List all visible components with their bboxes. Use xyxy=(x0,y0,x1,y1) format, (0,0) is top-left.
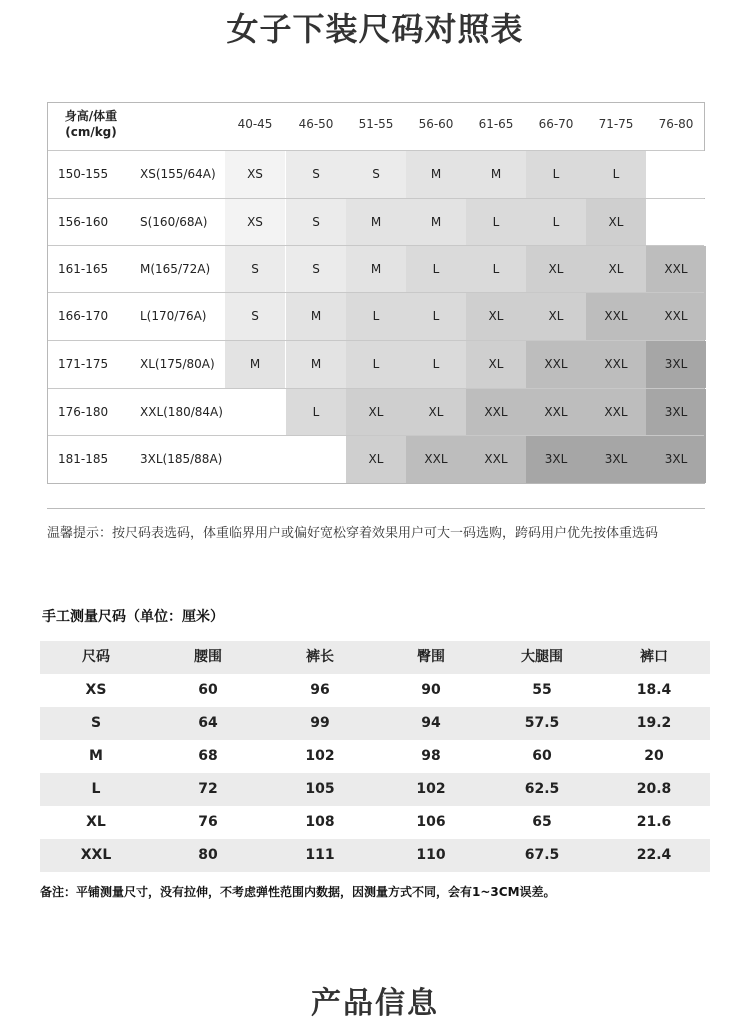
measure-cell: 90 xyxy=(421,682,441,698)
size-cell: XS xyxy=(225,199,285,246)
measure-cell: 19.2 xyxy=(636,715,672,731)
size-cell: XXL xyxy=(526,341,586,388)
measure-row xyxy=(40,740,710,773)
height-range: 161-165 xyxy=(58,262,109,276)
measure-cell: 80 xyxy=(198,847,218,863)
size-cell: 3XL xyxy=(646,389,706,436)
weight-range-header: 40-45 xyxy=(237,117,273,131)
size-cell: XXL xyxy=(586,389,646,436)
size-cell xyxy=(286,436,346,483)
measure-cell: 94 xyxy=(421,715,441,731)
page-title: 女子下装尺码对照表 xyxy=(226,10,524,48)
size-label: XL(175/80A) xyxy=(140,357,215,371)
size-cell: XL xyxy=(346,436,406,483)
size-cell: S xyxy=(286,151,346,198)
size-cell: XXL xyxy=(646,293,706,340)
header-label-line1: 身高/体重 xyxy=(64,109,118,123)
size-cell: L xyxy=(406,341,466,388)
size-cell: XL xyxy=(526,293,586,340)
height-range: 181-185 xyxy=(58,452,109,466)
size-cell: L xyxy=(346,293,406,340)
weight-range-header: 66-70 xyxy=(538,117,574,131)
size-cell: L xyxy=(586,151,646,198)
measure-cell: 64 xyxy=(198,715,218,731)
measure-cell: 111 xyxy=(305,847,335,863)
size-label: M(165/72A) xyxy=(140,262,211,276)
size-cell: S xyxy=(225,246,285,293)
size-cell: XL xyxy=(346,389,406,436)
measure-cell: 57.5 xyxy=(524,715,560,731)
height-range: 176-180 xyxy=(58,405,109,419)
size-cell: 3XL xyxy=(526,436,586,483)
height-range: 156-160 xyxy=(58,215,109,229)
size-cell: L xyxy=(466,246,526,293)
measure-cell: S xyxy=(90,715,102,731)
size-cell: 3XL xyxy=(586,436,646,483)
size-cell: XXL xyxy=(466,389,526,436)
measure-cell: 62.5 xyxy=(524,781,560,797)
size-cell: L xyxy=(466,199,526,246)
size-cell: L xyxy=(406,293,466,340)
size-cell: M xyxy=(346,246,406,293)
size-cell: XXL xyxy=(466,436,526,483)
measure-cell: 102 xyxy=(305,748,335,764)
measure-cell: 20 xyxy=(644,748,664,764)
size-cell: 3XL xyxy=(646,341,706,388)
size-cell: M xyxy=(346,199,406,246)
size-cell: S xyxy=(286,246,346,293)
size-cell: L xyxy=(526,151,586,198)
measure-cell: XL xyxy=(86,814,106,830)
size-cell: M xyxy=(286,341,346,388)
size-label: S(160/68A) xyxy=(140,215,208,229)
size-cell: M xyxy=(286,293,346,340)
measure-cell: 108 xyxy=(305,814,335,830)
size-cell: XL xyxy=(586,199,646,246)
product-info-title: 产品信息 xyxy=(311,986,439,1021)
measure-row xyxy=(40,806,710,839)
measure-row xyxy=(40,773,710,806)
measure-cell: 22.4 xyxy=(636,847,672,863)
size-cell: L xyxy=(526,199,586,246)
measure-row xyxy=(40,839,710,872)
measure-cell: 65 xyxy=(532,814,552,830)
measure-cell: M xyxy=(89,748,103,764)
size-cell: M xyxy=(406,199,466,246)
measure-cell: XS xyxy=(85,682,107,698)
size-label: L(170/76A) xyxy=(140,309,207,323)
measure-header-cell: 裤口 xyxy=(640,649,668,665)
size-cell: XL xyxy=(526,246,586,293)
weight-range-header: 71-75 xyxy=(598,117,634,131)
measure-cell: 60 xyxy=(532,748,552,764)
size-cell xyxy=(646,151,706,198)
size-label: XXL(180/84A) xyxy=(140,405,223,419)
measure-cell: 20.8 xyxy=(636,781,672,797)
size-chart xyxy=(47,102,705,484)
measure-cell: 18.4 xyxy=(636,682,672,698)
size-cell: L xyxy=(346,341,406,388)
size-cell xyxy=(225,436,285,483)
size-cell: XL xyxy=(466,293,526,340)
size-cell: L xyxy=(406,246,466,293)
height-range: 166-170 xyxy=(58,309,109,323)
size-cell: M xyxy=(406,151,466,198)
measure-cell: 76 xyxy=(198,814,218,830)
measure-header-cell: 臀围 xyxy=(417,649,445,665)
size-cell: XL xyxy=(466,341,526,388)
weight-range-header: 56-60 xyxy=(418,117,454,131)
weight-range-header: 51-55 xyxy=(358,117,394,131)
measure-cell: 55 xyxy=(532,682,552,698)
measure-cell: 68 xyxy=(198,748,218,764)
size-cell: XXL xyxy=(586,341,646,388)
measure-note: 备注：平铺测量尺寸，没有拉伸，不考虑弹性范围内数据，因测量方式不同，会有1~3CM误差。 xyxy=(40,885,556,899)
size-cell: M xyxy=(225,341,285,388)
size-tip: 温馨提示：按尺码表选码，体重临界用户或偏好宽松穿着效果用户可大一码选购，跨码用户优先按体重选码 xyxy=(47,526,659,541)
measure-header-row xyxy=(40,641,710,674)
measure-cell: 102 xyxy=(416,781,446,797)
height-range: 171-175 xyxy=(58,357,109,371)
size-cell: S xyxy=(346,151,406,198)
size-cell: S xyxy=(286,199,346,246)
measure-cell: 96 xyxy=(310,682,330,698)
measure-header-cell: 腰围 xyxy=(194,649,222,665)
size-cell: L xyxy=(286,389,346,436)
size-cell: XXL xyxy=(586,293,646,340)
measure-title: 手工测量尺码（单位：厘米） xyxy=(42,609,224,625)
measure-row xyxy=(40,707,710,740)
size-cell: 3XL xyxy=(646,436,706,483)
header-label-line2: (cm/kg) xyxy=(65,125,117,139)
size-cell: XL xyxy=(586,246,646,293)
measure-row xyxy=(40,674,710,707)
measure-table xyxy=(40,641,710,872)
measure-cell: 106 xyxy=(416,814,446,830)
size-label: 3XL(185/88A) xyxy=(140,452,223,466)
size-cell xyxy=(646,199,706,246)
size-cell: XXL xyxy=(526,389,586,436)
measure-cell: 21.6 xyxy=(636,814,672,830)
size-cell: M xyxy=(466,151,526,198)
measure-cell: 60 xyxy=(198,682,218,698)
measure-cell: 67.5 xyxy=(524,847,560,863)
measure-cell: L xyxy=(91,781,101,797)
measure-cell: 105 xyxy=(305,781,335,797)
size-cell: XXL xyxy=(406,436,466,483)
header-label xyxy=(58,108,124,140)
measure-cell: 99 xyxy=(310,715,330,731)
weight-range-header: 61-65 xyxy=(478,117,514,131)
measure-cell: 98 xyxy=(421,748,441,764)
weight-range-header: 46-50 xyxy=(298,117,334,131)
measure-header-cell: 大腿围 xyxy=(521,649,563,665)
size-cell xyxy=(225,389,285,436)
measure-cell: 72 xyxy=(198,781,218,797)
height-range: 150-155 xyxy=(58,167,109,181)
measure-header-cell: 尺码 xyxy=(82,649,110,665)
size-cell: XL xyxy=(406,389,466,436)
measure-cell: 110 xyxy=(416,847,446,863)
weight-range-header: 76-80 xyxy=(658,117,694,131)
measure-cell: XXL xyxy=(80,847,112,863)
divider xyxy=(47,508,705,509)
size-cell: XS xyxy=(225,151,285,198)
size-cell: XXL xyxy=(646,246,706,293)
size-cell: S xyxy=(225,293,285,340)
measure-header-cell: 裤长 xyxy=(306,649,334,665)
size-label: XS(155/64A) xyxy=(140,167,216,181)
